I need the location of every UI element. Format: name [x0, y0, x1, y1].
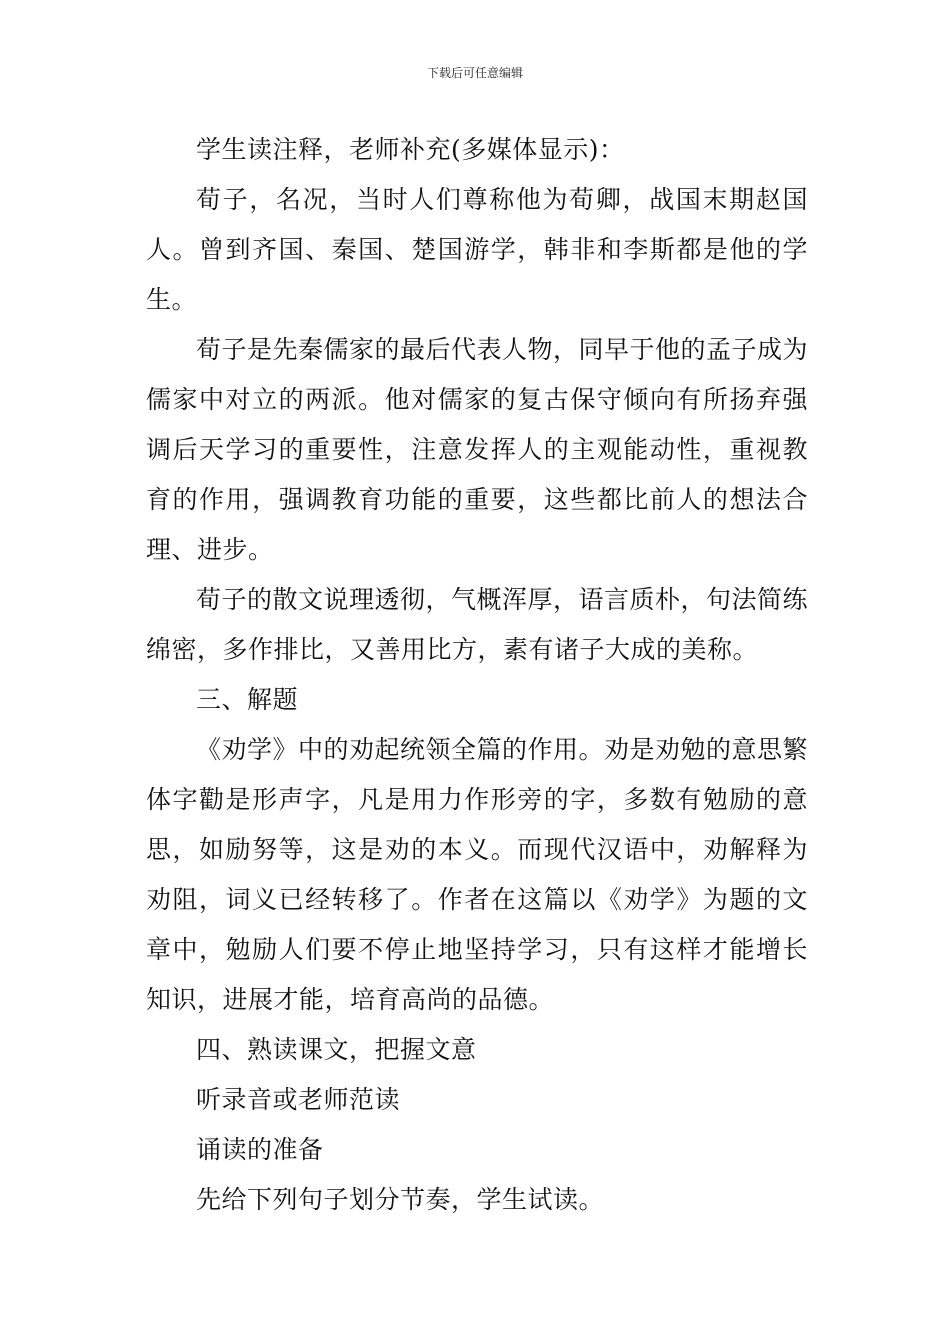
paragraph-xunzi-thought: 荀子是先秦儒家的最后代表人物，同早于他的孟子成为儒家中对立的两派。他对儒家的复古保守倾向有所扬弃强调后天学习的重要性，注意发挥人的主观能动性，重视教育的作用，强调教育功能的重要，这些都比前人的想法合理、进步。 [146, 335, 809, 564]
paragraph-notes-intro: 学生读注释，老师补充(多媒体显示)： [196, 135, 625, 164]
paragraph-rhythm: 先给下列句子划分节奏，学生试读。 [196, 1185, 605, 1214]
section-heading-reading: 四、熟读课文，把握文意 [196, 1035, 477, 1064]
paragraph-preparation: 诵读的准备 [196, 1135, 324, 1164]
paragraph-xunzi-bio: 荀子，名况，当时人们尊称他为荀卿，战国末期赵国人。曾到齐国、秦国、楚国游学，韩非和李斯都是他的学生。 [146, 185, 808, 314]
document-body [146, 125, 808, 1225]
paragraph-title-explanation: 《劝学》中的劝起统领全篇的作用。劝是劝勉的意思繁体字勸是形声字，凡是用力作形旁的字，多数有勉励的意思，如励努等，这是劝的本义。而现代汉语中，劝解释为劝阻，词义已经转移了。作者在这篇以《劝学》为题的文章中，勉励人们要不停止地坚持学习，只有这样才能增长知识，进展才能，培育高尚的品德。 [146, 735, 809, 1014]
page-header: 下载后可任意编辑 [426, 66, 523, 80]
section-heading-jieti: 三、解题 [196, 685, 299, 714]
paragraph-xunzi-prose: 荀子的散文说理透彻，气概浑厚，语言质朴，句法简练绵密，多作排比，又善用比方，素有诸子大成的美称。 [146, 585, 809, 664]
paragraph-listen: 听录音或老师范读 [196, 1085, 401, 1114]
